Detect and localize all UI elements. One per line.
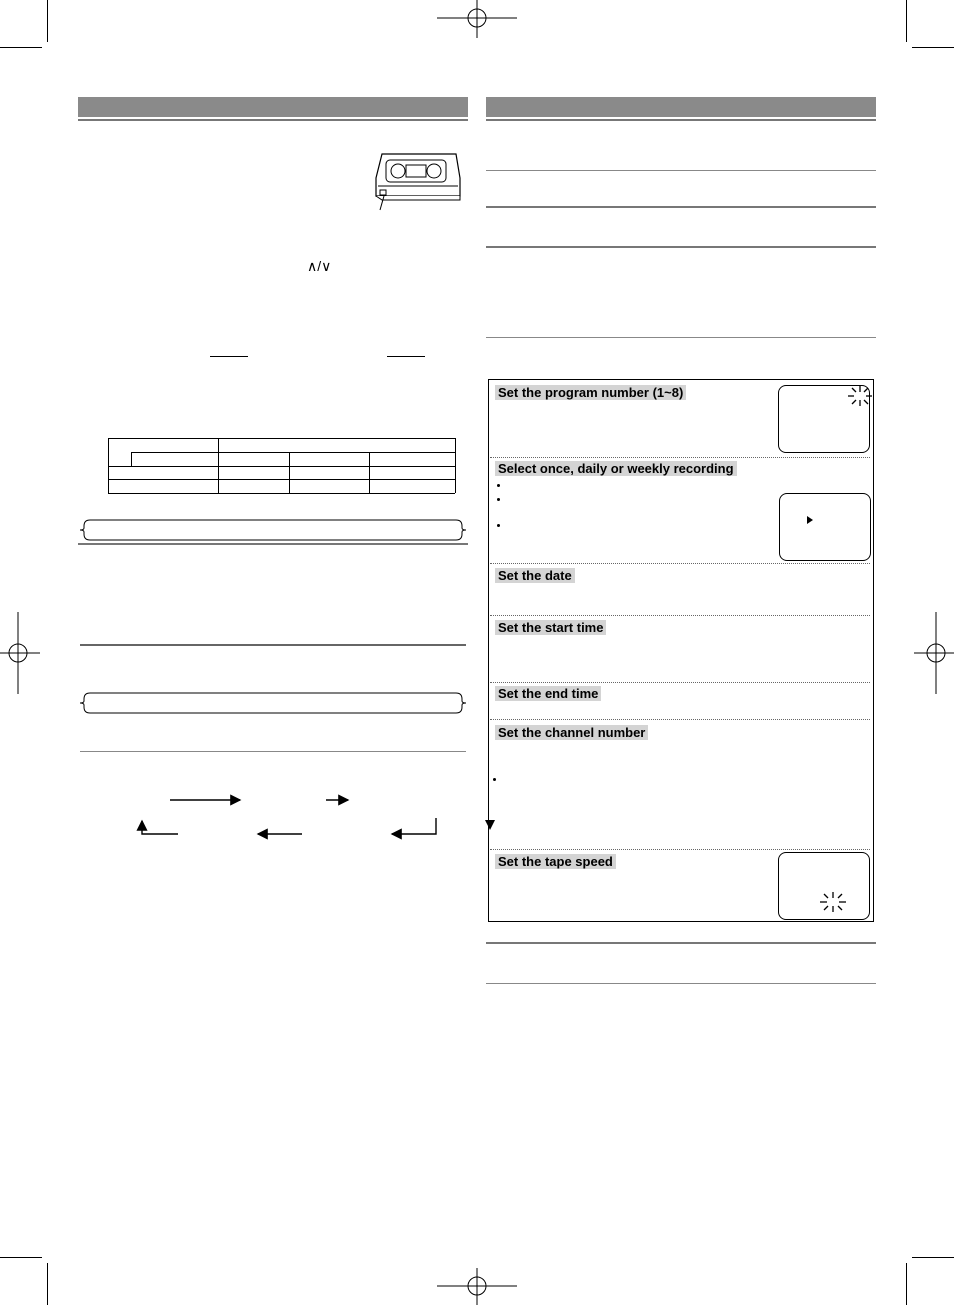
- step-start-time-label: Set the start time: [495, 620, 606, 635]
- vhs-cassette-icon: [372, 150, 462, 212]
- frequency-screen: [779, 493, 871, 561]
- section-brace-bar-2: [78, 691, 468, 715]
- step-program-number-label: Set the program number (1~8): [495, 385, 686, 400]
- bullet: [493, 778, 496, 781]
- registration-mark-bottom: [437, 1268, 517, 1305]
- section-brace-bar-1: [78, 518, 468, 542]
- flow-arrow-icon: [142, 821, 178, 834]
- left-divider-1: [80, 644, 466, 646]
- right-divider-5: [486, 942, 876, 944]
- right-section-header: [486, 97, 876, 117]
- step-separator-6: [490, 849, 870, 850]
- step-date-label: Set the date: [495, 568, 575, 583]
- down-arrow-icon: [484, 818, 496, 832]
- step-tape-speed-label: Set the tape speed: [495, 854, 616, 869]
- blink-sunburst-icon: [846, 384, 874, 408]
- step-separator-3: [490, 615, 870, 616]
- step-frequency-label: Select once, daily or weekly recording: [495, 461, 737, 476]
- step-separator-1: [490, 457, 870, 458]
- left-section-header: [78, 97, 468, 117]
- step-separator-5: [490, 719, 870, 720]
- step-end-time-label: Set the end time: [495, 686, 601, 701]
- right-divider-6: [486, 983, 876, 984]
- right-divider-4: [486, 337, 876, 338]
- up-down-arrow-symbol: ∧/∨: [307, 258, 332, 274]
- right-triangle-cursor-icon: [807, 516, 813, 524]
- bullet: [497, 524, 500, 527]
- bullet: [497, 484, 500, 487]
- flow-arrow-icon: [392, 818, 436, 834]
- bullet: [497, 498, 500, 501]
- step-separator-2: [490, 563, 870, 564]
- registration-mark-top: [437, 0, 517, 40]
- flow-arrow-diagram: [130, 785, 450, 845]
- right-header-rule: [486, 119, 876, 121]
- step-channel-number-label: Set the channel number: [495, 725, 648, 740]
- brace-rule-1: [78, 543, 468, 545]
- right-divider-3: [486, 246, 876, 248]
- registration-mark-left: [0, 612, 40, 694]
- right-divider-1: [486, 170, 876, 171]
- underline-1: [210, 356, 248, 357]
- underline-2: [387, 356, 425, 357]
- left-divider-2: [80, 751, 466, 752]
- right-divider-2: [486, 206, 876, 208]
- left-header-rule: [78, 119, 468, 121]
- blink-sunburst-icon: [818, 890, 848, 914]
- registration-mark-right: [914, 612, 954, 694]
- step-separator-4: [490, 682, 870, 683]
